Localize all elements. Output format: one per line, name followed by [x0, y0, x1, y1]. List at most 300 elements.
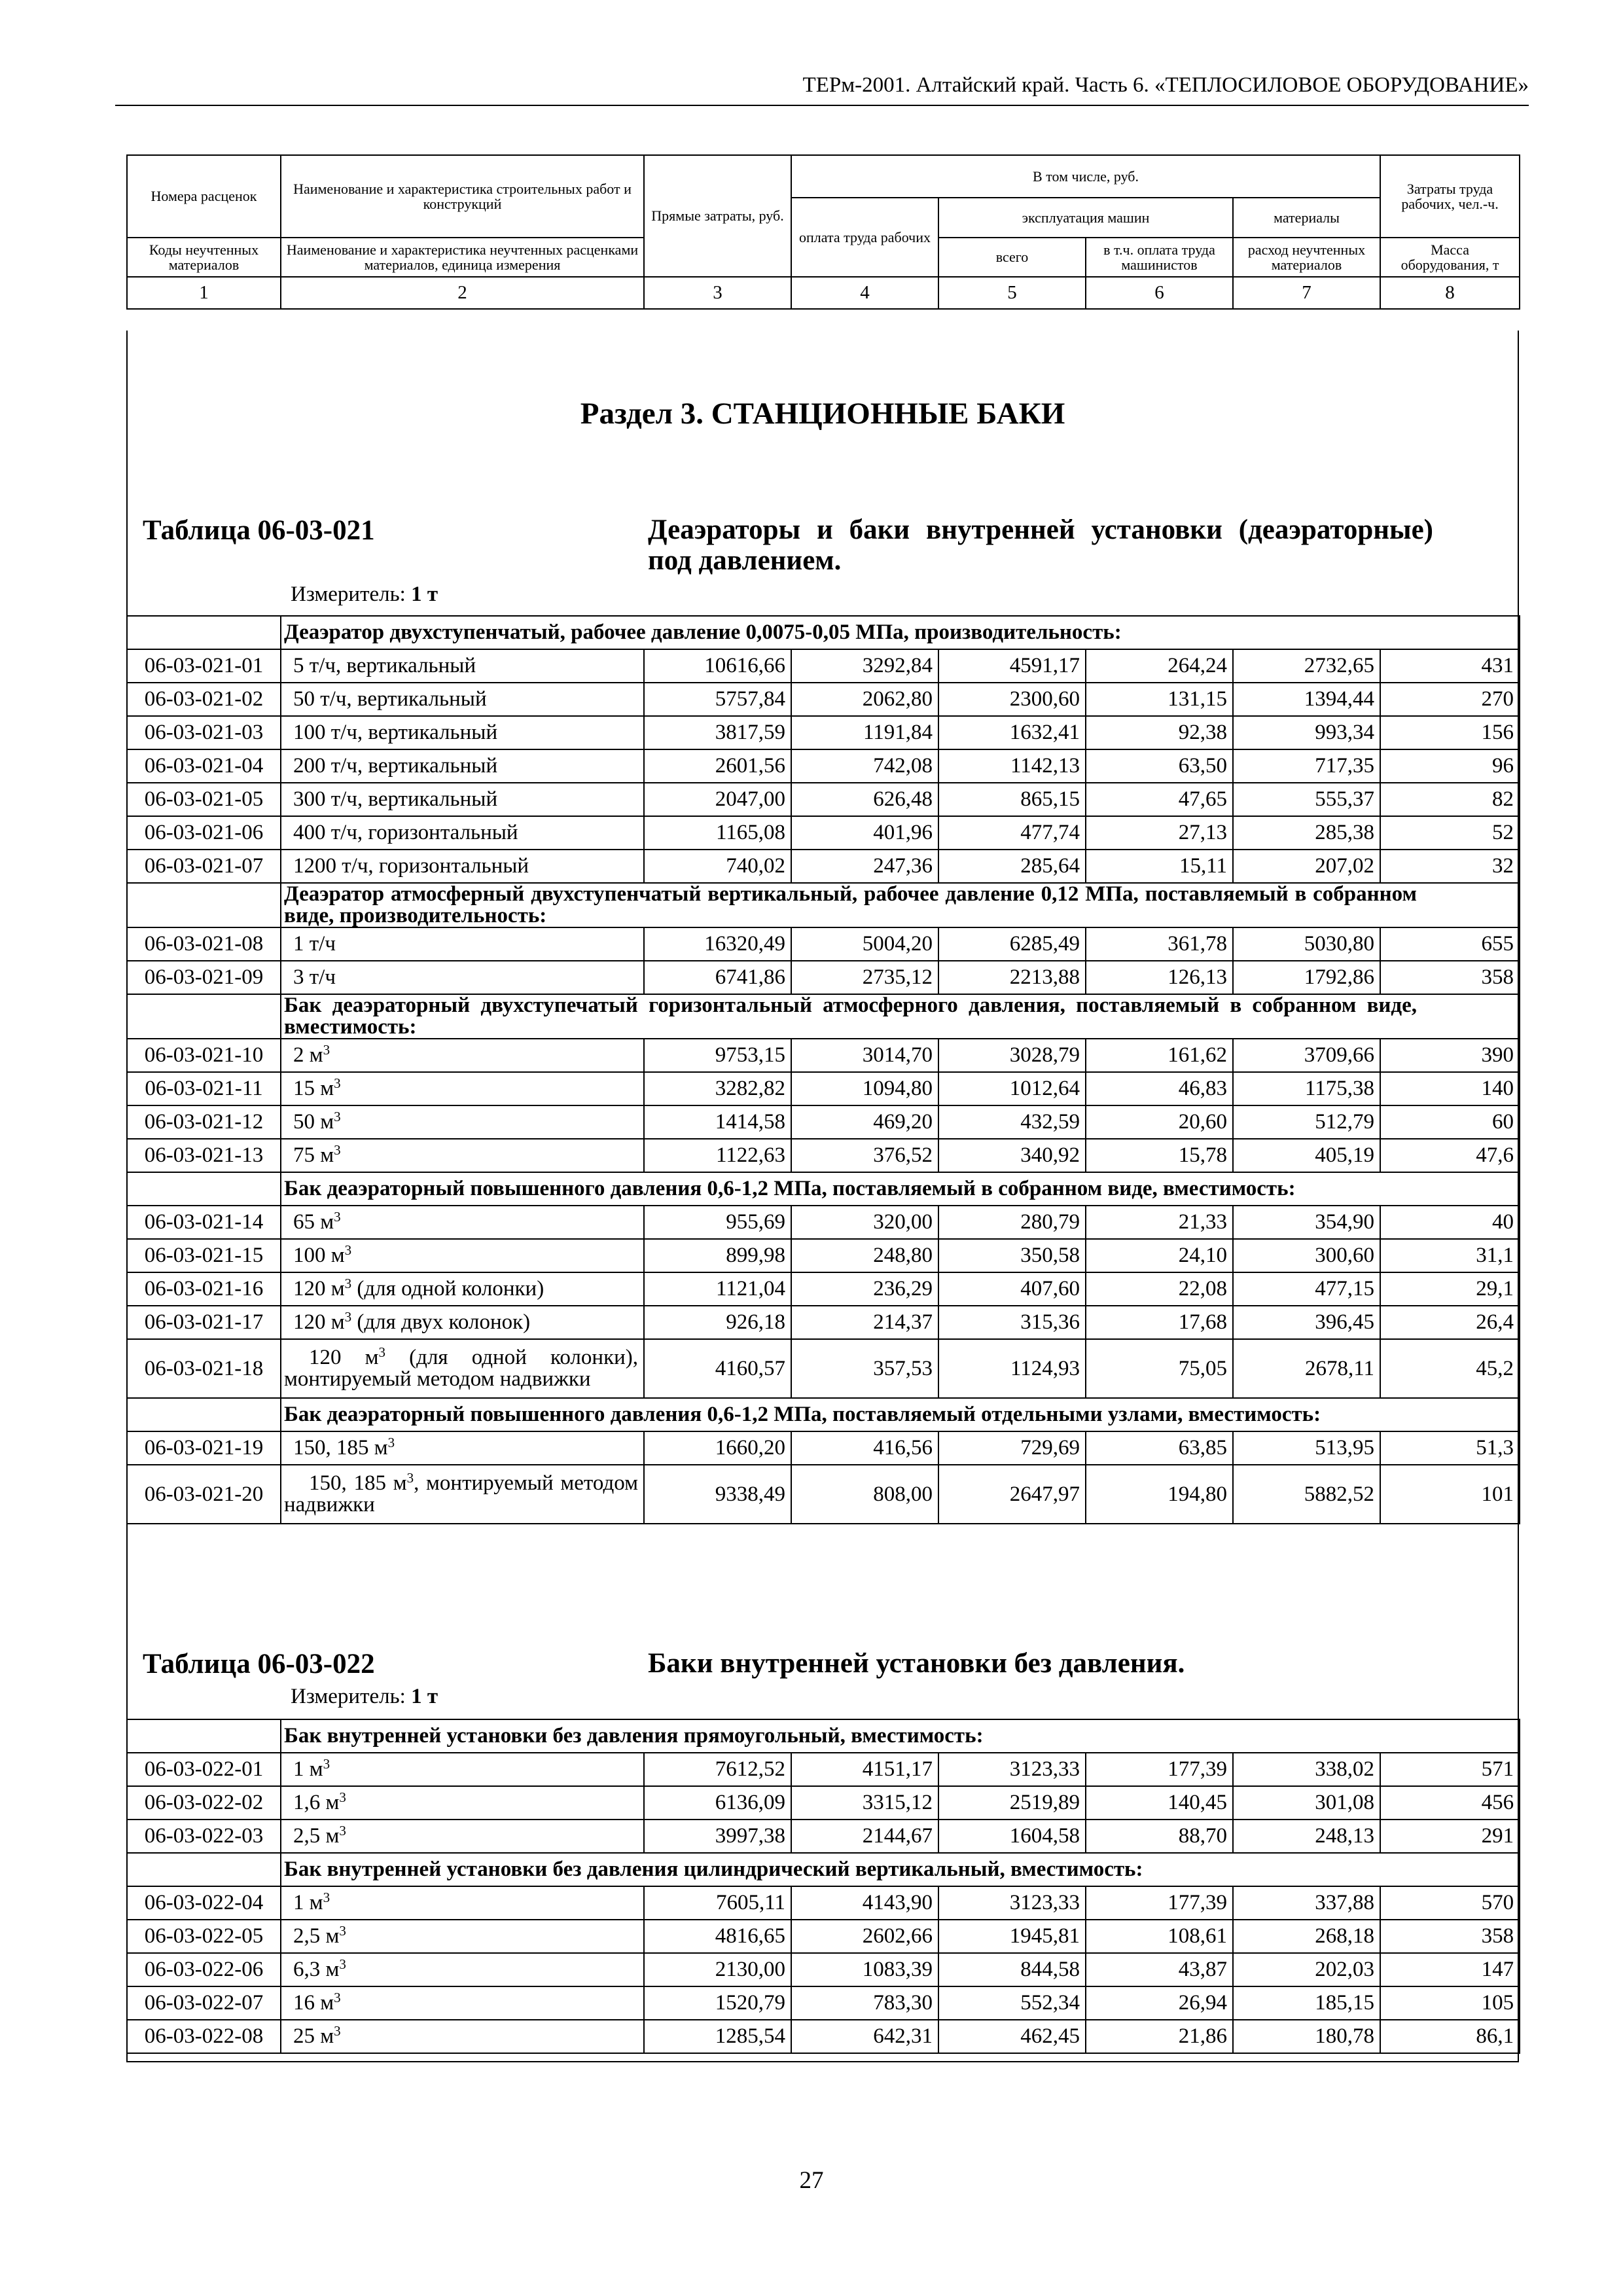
cell-direct: 2601,56 [644, 749, 791, 783]
rate-code: 06-03-021-18 [127, 1339, 281, 1398]
group-title: Бак внутренней установки без давления цилиндрический вертикальный, вместимость: [281, 1853, 1520, 1886]
cell-mach: 1945,81 [938, 1920, 1086, 1953]
cell-mat: 268,18 [1233, 1920, 1380, 1953]
cell-mach: 1124,93 [938, 1339, 1086, 1398]
cell-mach-pay: 75,05 [1086, 1339, 1233, 1398]
table-row [127, 683, 1520, 716]
cell-mat: 477,15 [1233, 1272, 1380, 1306]
item-name [281, 749, 644, 783]
cell-labor: 4143,90 [791, 1886, 938, 1920]
cell-mach: 2647,97 [938, 1465, 1086, 1524]
cell-direct: 9753,15 [644, 1039, 791, 1072]
group-header-row [127, 1719, 1520, 1753]
rate-code: 06-03-021-02 [127, 683, 281, 716]
item-name [281, 1986, 644, 2020]
item-size: 1 [293, 1757, 304, 1781]
header-unaccounted-materials: расход неучтенных материалов [1233, 238, 1380, 277]
header-direct-costs: Прямые затраты, руб. [644, 155, 791, 277]
table-row [127, 1886, 1520, 1920]
cell-direct: 9338,49 [644, 1465, 791, 1524]
rate-code: 06-03-021-05 [127, 783, 281, 816]
unit-label: Измеритель: [291, 1685, 406, 1708]
cell-mach: 729,69 [938, 1431, 1086, 1465]
item-size: 2,5 [293, 1924, 321, 1948]
cell-direct: 7612,52 [644, 1753, 791, 1786]
table-row [127, 783, 1520, 816]
unit-exponent: 3 [323, 1042, 330, 1058]
table-row [127, 1306, 1520, 1339]
unit-m: м [325, 1924, 340, 1948]
rate-code: 06-03-021-14 [127, 1206, 281, 1239]
unit-m: м [309, 1757, 323, 1781]
rate-code: 06-03-022-05 [127, 1920, 281, 1953]
header-material-names: Наименование и характеристика неучтенных расценками материалов, единица измерения [281, 238, 644, 277]
cell-mach-pay: 108,61 [1086, 1920, 1233, 1953]
cell-direct: 926,18 [644, 1306, 791, 1339]
cell-mach-pay: 140,45 [1086, 1786, 1233, 1820]
running-head: ТЕРм-2001. Алтайский край. Часть 6. «ТЕПЛОСИЛОВОЕ ОБОРУДОВАНИЕ» [802, 73, 1529, 97]
rate-code: 06-03-021-20 [127, 1465, 281, 1524]
unit-m: м [330, 1277, 345, 1300]
table-title: Деаэраторы и баки внутренней установки (деаэраторные) под давлением. [648, 514, 1433, 577]
unit-m: м [320, 1991, 334, 2015]
group-header-row [127, 1853, 1520, 1886]
cell-direct: 3282,82 [644, 1072, 791, 1105]
cell-mat: 202,03 [1233, 1953, 1380, 1986]
cell-mach: 3123,33 [938, 1886, 1086, 1920]
item-size: 120 [293, 1310, 326, 1334]
unit-exponent: 3 [344, 1309, 352, 1325]
unit-value: 1 т [411, 583, 438, 606]
cell-mat: 354,90 [1233, 1206, 1380, 1239]
cell-mach-pay: 17,68 [1086, 1306, 1233, 1339]
cell-mass: 358 [1380, 1920, 1520, 1953]
group-title: Бак деаэраторный повышенного давления 0,6-1,2 МПа, поставляемый отдельными узлами, вместимость: [281, 1398, 1520, 1431]
item-size: 1 т/ч [293, 932, 336, 956]
unit-m: м [330, 1244, 345, 1267]
cell-mach-pay: 177,39 [1086, 1886, 1233, 1920]
cell-direct: 1121,04 [644, 1272, 791, 1306]
cell-mach-pay: 47,65 [1086, 783, 1233, 816]
unit-m: м [309, 1043, 323, 1067]
unit-m: м [325, 1958, 340, 1981]
rate-code: 06-03-021-10 [127, 1039, 281, 1072]
cell-mach-pay: 21,86 [1086, 2020, 1233, 2053]
unit-value: 1 т [411, 1685, 438, 1708]
group-title: Деаэратор атмосферный двухступенчатый вертикальный, рабочее давление 0,12 МПа, поставляемый в собранном виде, производительность: [281, 883, 1520, 927]
cell-direct: 7605,11 [644, 1886, 791, 1920]
unit-of-measure [291, 583, 438, 607]
table-row [127, 2020, 1520, 2053]
rate-code: 06-03-021-12 [127, 1105, 281, 1139]
item-name [281, 1239, 644, 1272]
cell-mat: 2732,65 [1233, 649, 1380, 683]
item-suffix: (для двух колонок) [351, 1310, 531, 1334]
cell-mach-pay: 131,15 [1086, 683, 1233, 716]
cell-mat: 396,45 [1233, 1306, 1380, 1339]
cell-direct: 6136,09 [644, 1786, 791, 1820]
cell-mach-pay: 15,78 [1086, 1139, 1233, 1172]
table-number: Таблица 06-03-021 [143, 515, 375, 546]
header-machines-total: всего [938, 238, 1086, 277]
rate-code: 06-03-021-08 [127, 927, 281, 961]
unit-exponent: 3 [334, 1109, 341, 1124]
cell-direct: 10616,66 [644, 649, 791, 683]
cell-direct: 4816,65 [644, 1920, 791, 1953]
unit-m: м [320, 1110, 334, 1134]
cell-mach: 280,79 [938, 1206, 1086, 1239]
unit-exponent: 3 [339, 1923, 346, 1939]
cell-labor: 2062,80 [791, 683, 938, 716]
cell-labor: 1191,84 [791, 716, 938, 749]
cell-mach: 285,64 [938, 850, 1086, 883]
item-size: 120 [309, 1346, 342, 1369]
table-row [127, 850, 1520, 883]
cell-mach-pay: 24,10 [1086, 1239, 1233, 1272]
rate-code: 06-03-021-16 [127, 1272, 281, 1306]
item-name [281, 1820, 644, 1853]
group-title: Деаэратор двухступенчатый, рабочее давление 0,0075-0,05 МПа, производительность: [281, 616, 1520, 649]
item-size: 16 [293, 1991, 315, 2015]
cell-mat: 405,19 [1233, 1139, 1380, 1172]
cell-mat: 285,38 [1233, 816, 1380, 850]
cell-mach: 462,45 [938, 2020, 1086, 2053]
group-header-row [127, 994, 1520, 1039]
column-number: 8 [1380, 277, 1520, 309]
cell-mat: 3709,66 [1233, 1039, 1380, 1072]
item-name [281, 1886, 644, 1920]
rate-code: 06-03-022-04 [127, 1886, 281, 1920]
item-name [281, 1105, 644, 1139]
item-name [281, 783, 644, 816]
item-name [281, 1920, 644, 1953]
cell-direct: 2047,00 [644, 783, 791, 816]
rate-code: 06-03-021-03 [127, 716, 281, 749]
item-name [281, 816, 644, 850]
cell-labor: 783,30 [791, 1986, 938, 2020]
group-title: Бак внутренней установки без давления прямоугольный, вместимость: [281, 1719, 1520, 1753]
cell-mach-pay: 194,80 [1086, 1465, 1233, 1524]
unit-exponent: 3 [323, 1890, 330, 1905]
cell-direct: 1122,63 [644, 1139, 791, 1172]
cell-labor: 376,52 [791, 1139, 938, 1172]
cell-labor: 4151,17 [791, 1753, 938, 1786]
cell-labor: 2735,12 [791, 961, 938, 994]
item-name [281, 1039, 644, 1072]
cell-direct: 1414,58 [644, 1105, 791, 1139]
cell-mass: 31,1 [1380, 1239, 1520, 1272]
cell-mat: 338,02 [1233, 1753, 1380, 1786]
item-name [281, 649, 644, 683]
item-size: 1 [293, 1891, 304, 1914]
item-size: 15 [293, 1077, 315, 1100]
group-header-row [127, 883, 1520, 927]
unit-exponent: 3 [323, 1756, 330, 1772]
unit-m: м [374, 1436, 388, 1460]
cell-mass: 655 [1380, 927, 1520, 961]
item-size: 300 т/ч, вертикальный [293, 787, 498, 811]
cell-mach: 432,59 [938, 1105, 1086, 1139]
item-name [281, 1072, 644, 1105]
header-material-codes: Коды неучтенных материалов [127, 238, 281, 277]
cell-mach-pay: 43,87 [1086, 1953, 1233, 1986]
cell-mass: 456 [1380, 1786, 1520, 1820]
cell-mass: 45,2 [1380, 1339, 1520, 1398]
item-suffix: (для одной колонки) [351, 1277, 544, 1300]
cell-mat: 5882,52 [1233, 1465, 1380, 1524]
cell-mach-pay: 264,24 [1086, 649, 1233, 683]
item-name [281, 683, 644, 716]
cell-mat: 248,13 [1233, 1820, 1380, 1853]
unit-exponent: 3 [387, 1435, 395, 1450]
cell-labor: 401,96 [791, 816, 938, 850]
cell-mach: 1012,64 [938, 1072, 1086, 1105]
item-name [281, 1753, 644, 1786]
cell-mach-pay: 26,94 [1086, 1986, 1233, 2020]
cell-mass: 270 [1380, 683, 1520, 716]
cell-mass: 40 [1380, 1206, 1520, 1239]
cell-mat: 300,60 [1233, 1239, 1380, 1272]
cell-mass: 52 [1380, 816, 1520, 850]
header-labor-cost: Затраты труда рабочих, чел.-ч. [1380, 155, 1520, 238]
table-row [127, 1339, 1520, 1398]
table-row [127, 1820, 1520, 1853]
cell-direct: 4160,57 [644, 1339, 791, 1398]
unit-m: м [320, 2024, 334, 2048]
cell-direct: 2130,00 [644, 1953, 791, 1986]
cell-mat: 1175,38 [1233, 1072, 1380, 1105]
cell-mass: 101 [1380, 1465, 1520, 1524]
cell-mass: 105 [1380, 1986, 1520, 2020]
cell-mat: 993,34 [1233, 716, 1380, 749]
header-work-name: Наименование и характеристика строительных работ и конструкций [281, 155, 644, 238]
unit-m: м [320, 1210, 334, 1234]
cell-mat: 512,79 [1233, 1105, 1380, 1139]
cell-direct: 1520,79 [644, 1986, 791, 2020]
cell-labor: 214,37 [791, 1306, 938, 1339]
cell-labor: 320,00 [791, 1206, 938, 1239]
cell-mat: 180,78 [1233, 2020, 1380, 2053]
unit-exponent: 3 [334, 1209, 341, 1225]
cell-mach: 1632,41 [938, 716, 1086, 749]
unit-exponent: 3 [344, 1276, 352, 1291]
unit-m: м [325, 1791, 340, 1814]
cell-labor: 247,36 [791, 850, 938, 883]
cell-direct: 740,02 [644, 850, 791, 883]
header-machines: эксплуатация машин [938, 198, 1233, 238]
cell-mass: 291 [1380, 1820, 1520, 1853]
table-row [127, 1920, 1520, 1953]
table-title: Баки внутренней установки без давления. [648, 1648, 1185, 1679]
cell-mach: 2519,89 [938, 1786, 1086, 1820]
cell-labor: 5004,20 [791, 927, 938, 961]
cell-mach: 865,15 [938, 783, 1086, 816]
cell-direct: 16320,49 [644, 927, 791, 961]
column-number: 4 [791, 277, 938, 309]
table-row [127, 716, 1520, 749]
cell-mass: 571 [1380, 1753, 1520, 1786]
cell-mach: 340,92 [938, 1139, 1086, 1172]
rate-code: 06-03-021-01 [127, 649, 281, 683]
cell-labor: 642,31 [791, 2020, 938, 2053]
cell-direct: 899,98 [644, 1239, 791, 1272]
table-row [127, 749, 1520, 783]
item-size: 3 т/ч [293, 965, 336, 989]
item-size: 200 т/ч, вертикальный [293, 754, 498, 778]
table-row [127, 1105, 1520, 1139]
unit-m: м [393, 1471, 407, 1495]
header-materials: материалы [1233, 198, 1380, 238]
table-row [127, 649, 1520, 683]
item-suffix: , монтируемый методом надвижки [284, 1471, 638, 1516]
unit-m: м [330, 1310, 345, 1334]
item-size: 150, 185 [309, 1471, 386, 1495]
unit-exponent: 3 [334, 1075, 341, 1091]
unit-m: м [325, 1824, 340, 1848]
table-row [127, 1431, 1520, 1465]
cell-mach: 4591,17 [938, 649, 1086, 683]
cell-mass: 26,4 [1380, 1306, 1520, 1339]
cell-mass: 29,1 [1380, 1272, 1520, 1306]
item-name [281, 1431, 644, 1465]
table-row [127, 1072, 1520, 1105]
unit-exponent: 3 [339, 1823, 346, 1839]
cell-mach-pay: 22,08 [1086, 1272, 1233, 1306]
cell-labor: 3292,84 [791, 649, 938, 683]
rate-code: 06-03-021-06 [127, 816, 281, 850]
cell-mass: 431 [1380, 649, 1520, 683]
header-equipment-mass: Масса оборудования, т [1380, 238, 1520, 277]
item-name [281, 1786, 644, 1820]
cell-mat: 1394,44 [1233, 683, 1380, 716]
rate-code: 06-03-021-09 [127, 961, 281, 994]
item-size: 100 [293, 1244, 326, 1267]
cell-mach-pay: 126,13 [1086, 961, 1233, 994]
cell-labor: 357,53 [791, 1339, 938, 1398]
cell-mass: 47,6 [1380, 1139, 1520, 1172]
cell-direct: 1285,54 [644, 2020, 791, 2053]
cell-mach-pay: 15,11 [1086, 850, 1233, 883]
rate-code: 06-03-022-08 [127, 2020, 281, 2053]
cell-mach: 2213,88 [938, 961, 1086, 994]
cell-mass: 51,3 [1380, 1431, 1520, 1465]
rate-code: 06-03-021-17 [127, 1306, 281, 1339]
item-size: 50 [293, 1110, 315, 1134]
item-size: 120 [293, 1277, 326, 1300]
cell-mat: 185,15 [1233, 1986, 1380, 2020]
header-machinist-pay: в т.ч. оплата труда машинистов [1086, 238, 1233, 277]
header-rate-numbers: Номера расценок [127, 155, 281, 238]
unit-m: м [320, 1077, 334, 1100]
cell-mach-pay: 161,62 [1086, 1039, 1233, 1072]
unit-exponent: 3 [378, 1344, 386, 1360]
item-name [281, 1465, 644, 1524]
item-size: 65 [293, 1210, 315, 1234]
cell-mach: 3123,33 [938, 1753, 1086, 1786]
header-rule [115, 105, 1529, 106]
cell-mat: 1792,86 [1233, 961, 1380, 994]
cell-mach: 315,36 [938, 1306, 1086, 1339]
unit-of-measure [291, 1685, 438, 1709]
cell-direct: 3817,59 [644, 716, 791, 749]
group-title: Бак деаэраторный повышенного давления 0,6-1,2 МПа, поставляемый в собранном виде, вместимость: [281, 1172, 1520, 1206]
cell-labor: 2144,67 [791, 1820, 938, 1853]
table-row [127, 927, 1520, 961]
cell-mach: 407,60 [938, 1272, 1086, 1306]
cell-mass: 156 [1380, 716, 1520, 749]
cell-mach: 1604,58 [938, 1820, 1086, 1853]
cell-labor: 248,80 [791, 1239, 938, 1272]
item-size: 25 [293, 2024, 315, 2048]
rate-code: 06-03-022-03 [127, 1820, 281, 1853]
unit-exponent: 3 [334, 1990, 341, 2005]
cell-mat: 555,37 [1233, 783, 1380, 816]
table-number: Таблица 06-03-022 [143, 1649, 375, 1679]
cell-direct: 1165,08 [644, 816, 791, 850]
item-size: 1200 т/ч, горизонтальный [293, 854, 529, 878]
cell-mach-pay: 27,13 [1086, 816, 1233, 850]
rate-code: 06-03-022-07 [127, 1986, 281, 2020]
table-row [127, 1953, 1520, 1986]
cell-mach-pay: 21,33 [1086, 1206, 1233, 1239]
item-size: 1,6 [293, 1791, 321, 1814]
column-number: 5 [938, 277, 1086, 309]
cell-mat: 717,35 [1233, 749, 1380, 783]
item-size: 400 т/ч, горизонтальный [293, 821, 518, 844]
rate-code: 06-03-022-01 [127, 1753, 281, 1786]
rates-table-06-03-022 [126, 1719, 1520, 2054]
unit-exponent: 3 [339, 1956, 346, 1972]
item-name [281, 961, 644, 994]
item-size: 50 т/ч, вертикальный [293, 687, 487, 711]
table-row [127, 1986, 1520, 2020]
group-header-row [127, 616, 1520, 649]
table-row [127, 961, 1520, 994]
column-number: 7 [1233, 277, 1380, 309]
group-header-row [127, 1398, 1520, 1431]
item-size: 75 [293, 1143, 315, 1167]
item-size: 6,3 [293, 1958, 321, 1981]
item-size: 5 т/ч, вертикальный [293, 654, 476, 677]
rates-table-06-03-021 [126, 615, 1520, 1524]
table-row [127, 1239, 1520, 1272]
table-row [127, 1753, 1520, 1786]
item-name [281, 850, 644, 883]
cell-mach: 552,34 [938, 1986, 1086, 2020]
cell-mat: 2678,11 [1233, 1339, 1380, 1398]
cell-labor: 236,29 [791, 1272, 938, 1306]
cell-mass: 390 [1380, 1039, 1520, 1072]
cell-mat: 5030,80 [1233, 927, 1380, 961]
cell-mass: 147 [1380, 1953, 1520, 1986]
table-row [127, 1272, 1520, 1306]
unit-m: м [309, 1891, 323, 1914]
cell-direct: 5757,84 [644, 683, 791, 716]
unit-exponent: 3 [406, 1470, 414, 1486]
unit-m: м [320, 1143, 334, 1167]
section-title: Раздел 3. СТАНЦИОННЫЕ БАКИ [580, 397, 1065, 431]
cell-mach-pay: 20,60 [1086, 1105, 1233, 1139]
unit-m: м [365, 1346, 379, 1369]
cell-mach: 1142,13 [938, 749, 1086, 783]
table-row [127, 1786, 1520, 1820]
item-name [281, 1139, 644, 1172]
item-size: 100 т/ч, вертикальный [293, 721, 498, 744]
column-number: 2 [281, 277, 644, 309]
cell-labor: 3014,70 [791, 1039, 938, 1072]
cell-labor: 3315,12 [791, 1786, 938, 1820]
cell-mat: 513,95 [1233, 1431, 1380, 1465]
